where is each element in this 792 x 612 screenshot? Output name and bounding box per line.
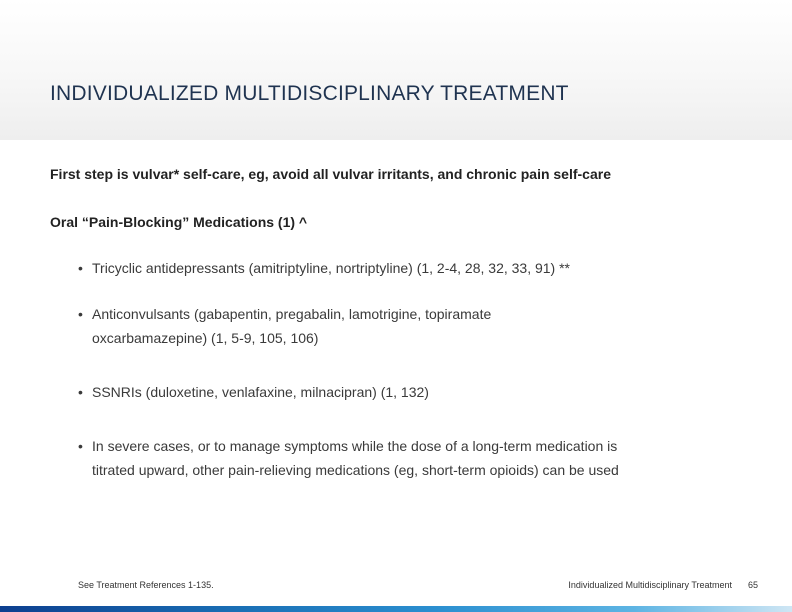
list-item-line: Anticonvulsants (gabapentin, pregabalin, lamotrigine, topiramate	[92, 306, 492, 322]
page-number: 65	[747, 580, 758, 590]
list-item-line: oxcarbamazepine) (1, 5-9, 105, 106)	[92, 330, 319, 346]
slide-title: INDIVIDUALIZED MULTIDISCIPLINARY TREATMENT	[50, 82, 569, 105]
header-band	[0, 0, 792, 140]
list-item	[78, 380, 718, 404]
medications-heading: Oral “Pain-Blocking” Medications (1) ^	[50, 214, 308, 230]
list-item	[78, 256, 718, 280]
bullet-icon: •	[78, 384, 83, 400]
lead-statement: First step is vulvar* self-care, eg, avoid all vulvar irritants, and chronic pain self-care	[50, 166, 611, 182]
footer-references: See Treatment References 1-135.	[78, 580, 214, 590]
bullet-icon: •	[78, 306, 83, 322]
list-item-line: SSNRIs (duloxetine, venlafaxine, milnacipran) (1, 132)	[92, 384, 429, 400]
list-item-line: Tricyclic antidepressants (amitriptyline, nortriptyline) (1, 2-4, 28, 32, 33, 91) **	[92, 260, 571, 276]
list-item	[78, 302, 718, 350]
list-item-line: titrated upward, other pain-relieving medications (eg, short-term opioids) can be used	[92, 462, 619, 478]
bullet-icon: •	[78, 260, 83, 276]
bottom-accent-bar	[0, 606, 792, 612]
bullet-icon: •	[78, 438, 83, 454]
list-item	[78, 434, 718, 482]
footer-section-title: Individualized Multidisciplinary Treatment	[568, 580, 732, 590]
list-item-line: In severe cases, or to manage symptoms while the dose of a long-term medication is	[92, 438, 618, 454]
